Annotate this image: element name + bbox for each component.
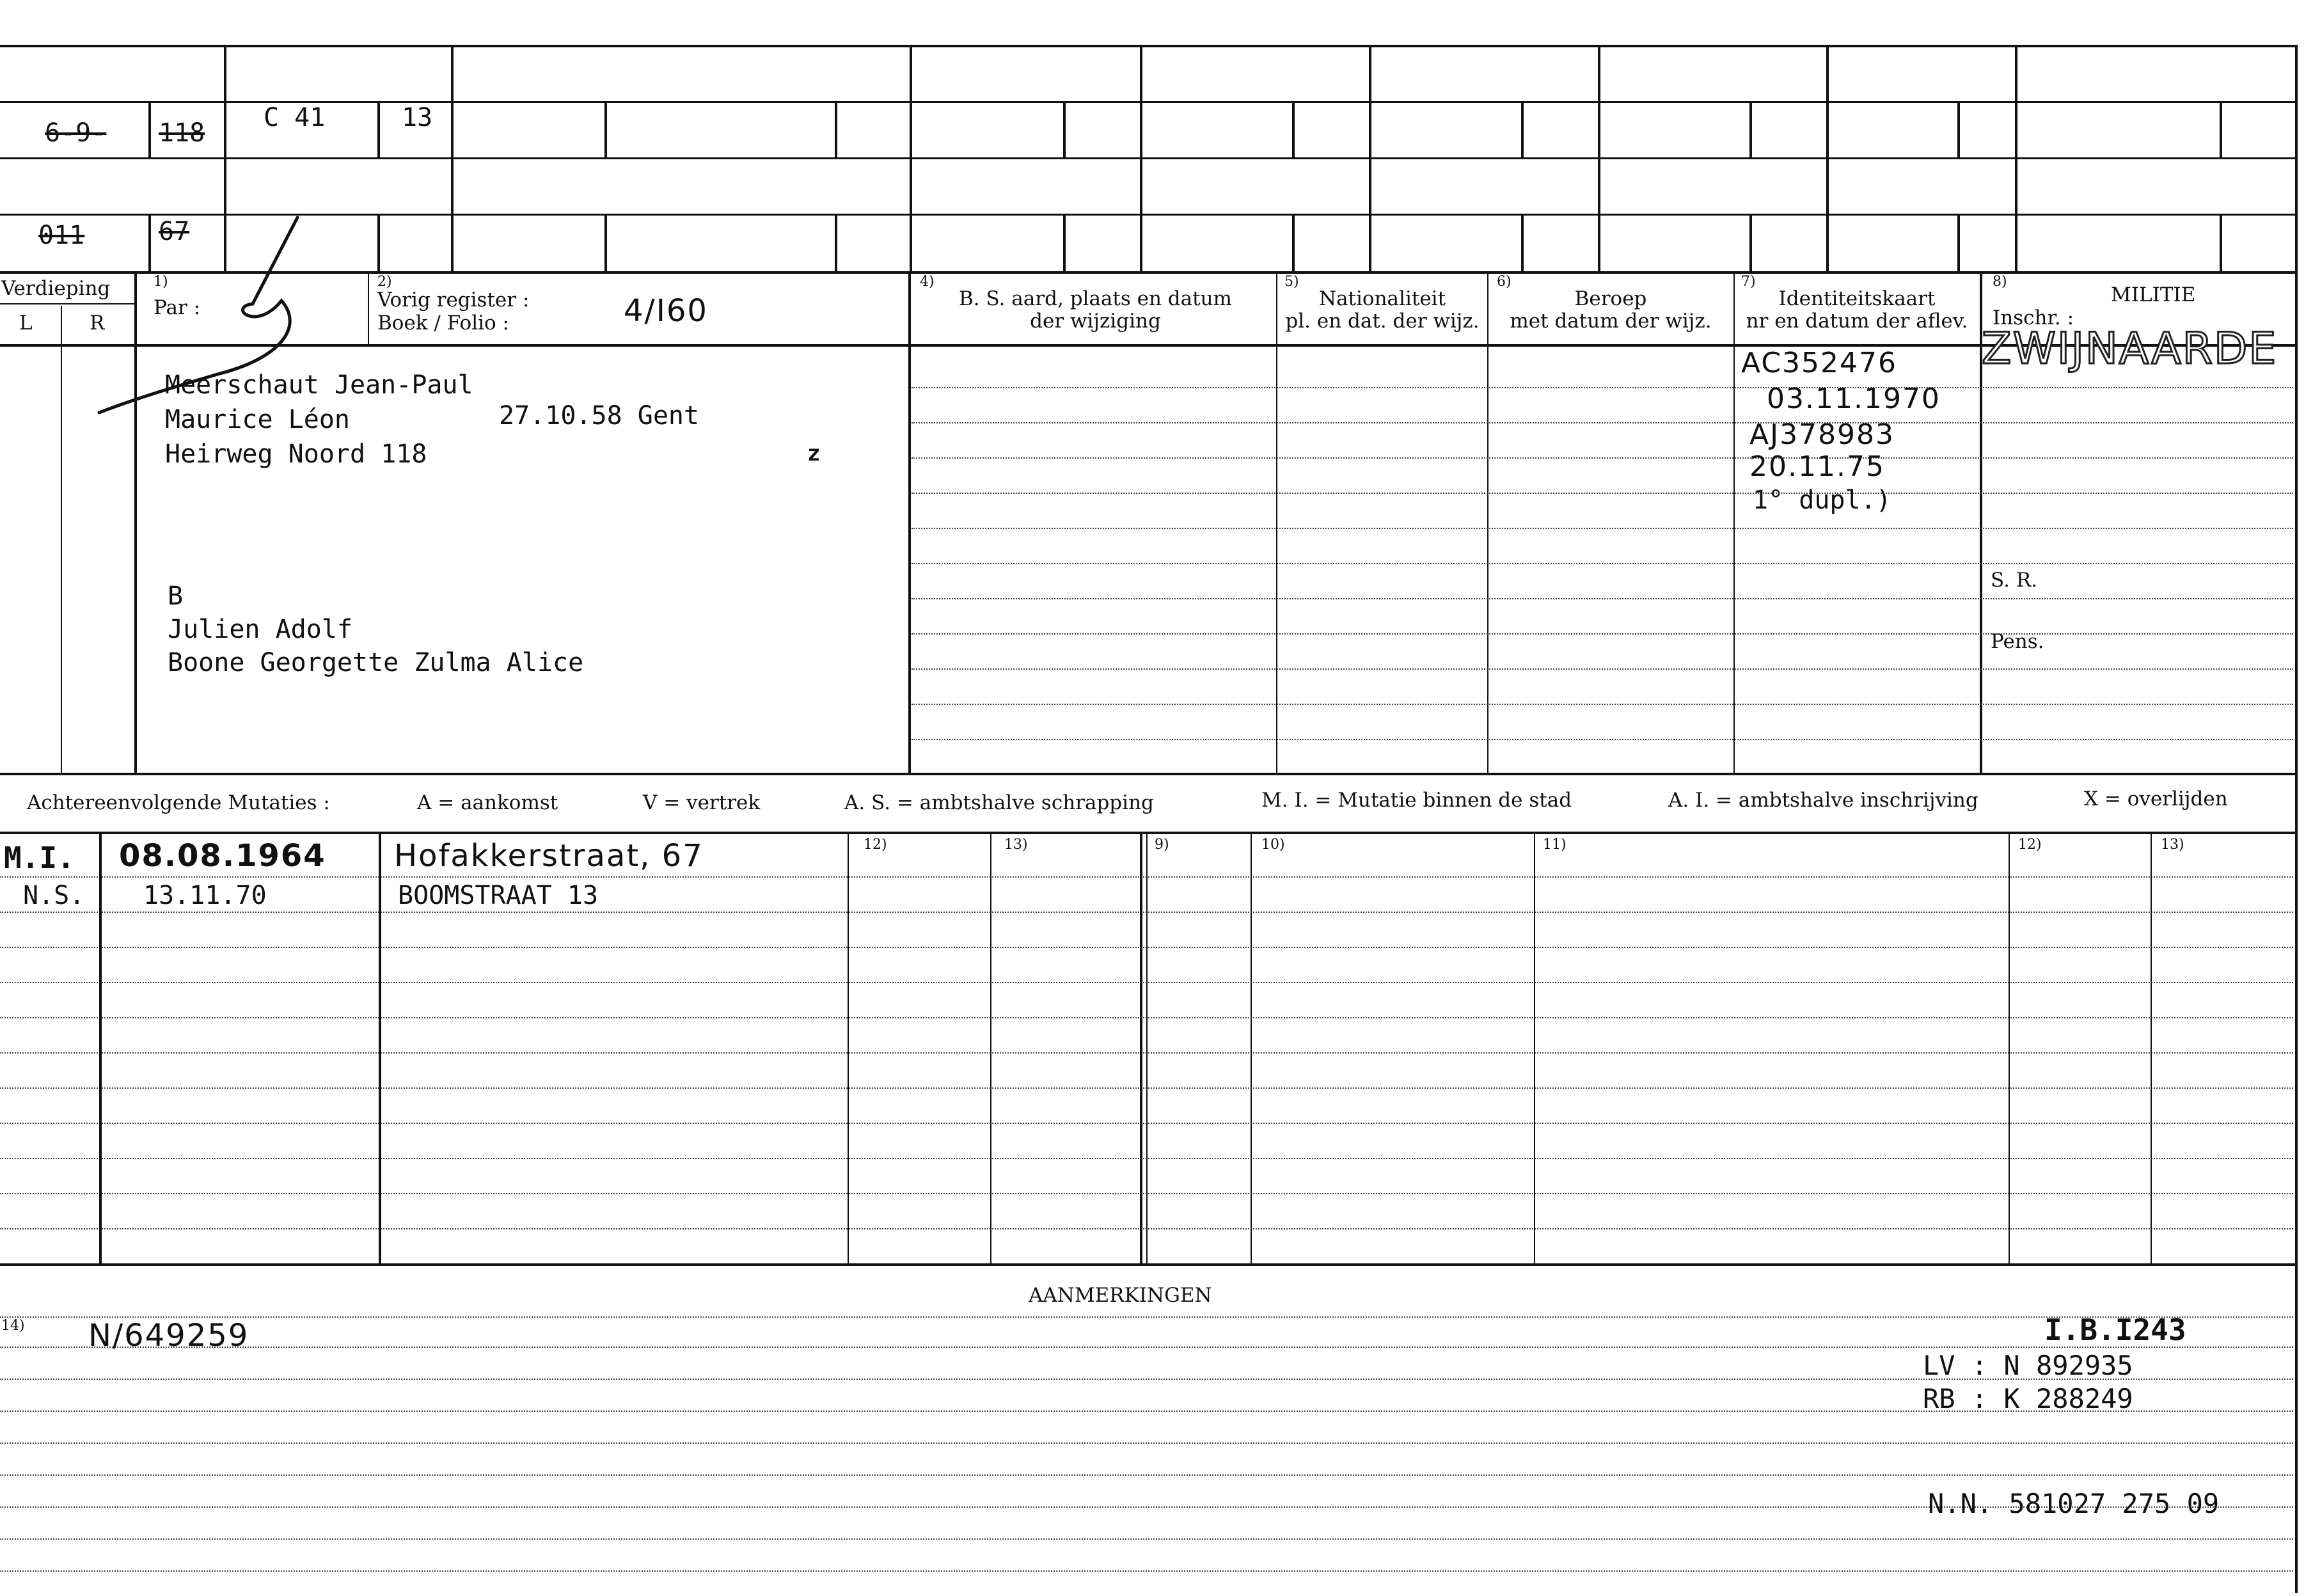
id-card-2: AJ378983 [1749,418,1895,451]
rule [2015,45,2017,273]
mutation-address: BOOMSTRAAT 13 [398,881,599,910]
mutation-address: Hofakkerstraat, 67 [394,838,704,874]
rule [0,344,2296,347]
rule [1146,833,1148,1263]
mutation-date: 13.11.70 [143,881,267,910]
col-num-1: 1) [154,274,168,290]
beroep-header [1489,288,1732,332]
nationaliteit-header [1278,288,1487,332]
rule [1487,273,1488,774]
col-num-11: 11) [1543,837,1567,853]
rule [377,215,380,271]
col-num-2: 2) [377,274,392,290]
rule [835,215,837,271]
rule [604,102,607,157]
rule [1534,833,1535,1263]
rule [451,45,454,273]
top-cell-13: 13 [402,103,433,132]
id-card-date-2: 20.11.75 [1749,450,1885,483]
beroep-header-l1: Beroep [1574,287,1647,310]
rule [1957,102,1960,157]
beroep-header-l2: met datum der wijz. [1510,309,1712,333]
rule [0,271,2296,274]
ruled-line [0,1474,2293,1476]
par-label: Par : [154,296,201,319]
nationaliteit-header-l1: Nationaliteit [1318,287,1446,310]
nationaliteit-header-l2: pl. en dat. der wijz. [1285,309,1480,333]
rule [1292,215,1295,271]
rule [148,102,151,157]
ruled-line [0,1570,2293,1572]
top-cell-6-9: 6-9- [45,118,107,148]
col-num-8: 8) [1993,274,2007,290]
mutation-type: N.S. [23,881,85,910]
remarks-ib: I.B.I243 [2044,1313,2186,1347]
pens-label: Pens. [1991,630,2044,653]
militie-stamp: ZWIJNAARDE [1982,324,2278,374]
ruled-line [0,1316,2293,1318]
rule [1063,102,1066,157]
rule [848,833,849,1263]
rule [1063,215,1066,271]
legend-title: Achtereenvolgende Mutaties : [27,791,330,814]
mutation-type: M.I. [4,841,75,875]
vorig-register-value: 4/I60 [624,293,708,329]
col-l-label: L [19,312,33,335]
rule [0,832,2296,834]
rule [1292,102,1295,157]
legend-ai: A. I. = ambtshalve inschrijving [1668,789,1978,812]
mutation-date: 08.08.1964 [119,838,326,874]
ruled-line [912,704,2293,705]
remarks-rb: RB : K 288249 [1923,1383,2133,1414]
ruled-line [912,528,2293,529]
rule [377,102,380,157]
rule [2220,215,2222,271]
col-num-6: 6) [1497,274,1512,290]
col-num-4: 4) [920,274,935,290]
rule [0,773,2296,775]
rule [1957,215,1960,271]
person-b: B [168,581,184,611]
col-num-9: 9) [1155,837,1169,853]
rule [379,833,381,1263]
id-card-1: AC352476 [1741,347,1898,379]
person-mother: Boone Georgette Zulma Alice [168,648,584,677]
ruled-line [912,493,2293,494]
rule [908,273,911,774]
rule [1140,833,1142,1263]
remarks-nn: N.N. 581027 275 09 [1928,1488,2220,1519]
rule [835,102,837,157]
rule [61,306,62,773]
rule [1749,102,1752,157]
ruled-line [0,1347,2293,1348]
col-num-5: 5) [1284,274,1299,290]
ruled-line [0,1442,2293,1444]
rule [0,45,2296,47]
top-cell-c41: C 41 [264,103,326,132]
col-num-13b: 13) [2161,837,2184,853]
rule [0,1263,2296,1266]
legend-x: X = overlijden [2084,787,2228,810]
identiteit-header-l1: Identiteitskaart [1778,287,1936,310]
legend-a: A = aankomst [417,791,558,814]
legend-mi: M. I. = Mutatie binnen de stad [1261,789,1572,812]
person-father: Julien Adolf [168,615,352,644]
ruled-line [912,598,2293,599]
rule [1140,45,1142,273]
bs-header-l2: der wijziging [1030,309,1161,333]
rule [1251,833,1252,1263]
rule [368,273,369,345]
col-num-12b: 12) [2018,837,2042,853]
person-given-names: Maurice Léon [165,405,350,434]
ruled-line [912,422,2293,423]
vorig-register-label: Vorig register : [377,288,530,312]
rule [2009,833,2010,1263]
boek-folio-label: Boek / Folio : [377,312,509,335]
rule [2151,833,2152,1263]
top-cell-67: 67 [159,217,190,246]
ruled-line [912,668,2293,670]
rule [604,215,607,271]
rule [1598,45,1600,273]
id-card-date-1: 03.11.1970 [1767,383,1941,415]
col-num-10: 10) [1261,837,1285,853]
ruled-line [912,387,2293,388]
verdieping-label: Verdieping [1,277,111,300]
rule [1733,273,1735,774]
ruled-line [912,457,2293,459]
col-num-14: 14) [1,1318,25,1334]
legend-v: V = vertrek [643,791,761,814]
identiteit-header [1735,288,1979,332]
remarks-lv: LV : N 892935 [1923,1350,2133,1381]
rule [2295,45,2298,1593]
person-mark: z [807,441,821,466]
rule [1521,215,1524,271]
ruled-line [912,739,2293,740]
bs-header-l1: B. S. aard, plaats en datum [959,287,1232,310]
ruled-line [0,1538,2293,1540]
remarks-title: AANMERKINGEN [1029,1284,1212,1307]
rule [1369,45,1371,273]
remarks-number: N/649259 [88,1318,249,1354]
ruled-line [912,633,2293,635]
rule [0,101,2296,103]
rule [1276,273,1277,774]
person-address: Heirweg Noord 118 [165,439,427,469]
rule [99,833,102,1263]
top-cell-118: 118 [159,118,205,148]
identiteit-header-l2: nr en datum der aflev. [1746,309,1968,333]
top-cell-011: 011 [38,221,85,250]
rule [1521,102,1524,157]
person-name: Meerschaut Jean-Paul [165,370,473,400]
militie-label: MILITIE [2111,283,2196,306]
rule [0,157,2296,159]
col-num-7: 7) [1741,274,1756,290]
bs-header [921,288,1270,332]
sr-label: S. R. [1991,569,2038,592]
rule [1826,45,1829,273]
ruled-line [912,563,2293,564]
rule [990,833,991,1263]
person-birth: 27.10.58 Gent [499,401,700,431]
col-r-label: R [90,312,105,335]
rule [0,214,2296,216]
col-num-13: 13) [1004,837,1028,853]
id-card-dupl: 1° dupl.) [1753,486,1891,515]
rule [910,45,912,273]
inschr-label: Inschr. : [1993,306,2074,329]
legend-as: A. S. = ambtshalve schrapping [844,791,1154,814]
rule [1749,215,1752,271]
col-num-12: 12) [864,837,887,853]
rule [2220,102,2222,157]
